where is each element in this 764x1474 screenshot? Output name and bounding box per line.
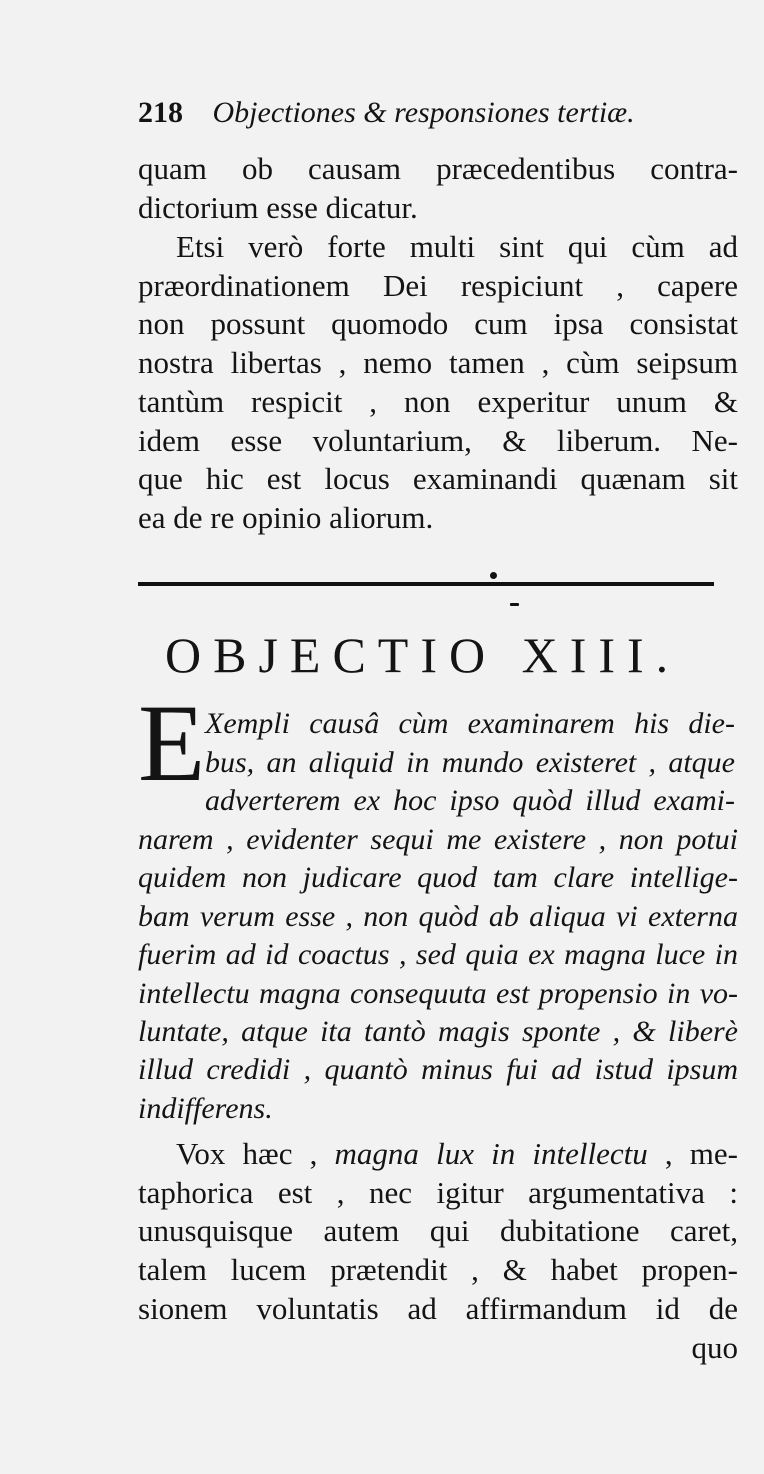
text-line: Xempli causâ cùm examinarem his die- — [205, 707, 735, 740]
text-line: idem esse voluntarium, & liberum. Ne- — [138, 422, 738, 458]
text-line: ea de re opinio aliorum. — [138, 499, 434, 535]
text-line: dictorium esse dicatur. — [138, 189, 418, 225]
text-line: illud credidi , quantò minus fui ad istud ipsum — [138, 1053, 738, 1087]
text-line: non possunt quomodo cum ipsa consistat — [138, 306, 738, 342]
catchword: quo — [691, 1329, 738, 1365]
divider-dot — [490, 572, 497, 579]
divider-dash — [510, 603, 519, 606]
text-line: indifferens. — [138, 1091, 273, 1125]
text-line: nostra libertas , nemo tamen , cùm seipsum — [138, 345, 738, 381]
text-line: præordinationem Dei respiciunt , capere — [138, 267, 738, 303]
text-line: Etsi verò forte multi sint qui cùm ad — [176, 229, 738, 264]
text-line: luntate, atque ita tantò magis sponte , & liberè — [138, 1015, 738, 1049]
text-line: fuerim ad id coactus , sed quia ex magna luce in — [138, 938, 738, 972]
paragraph-response — [138, 1135, 738, 1367]
objection-opening-lines — [205, 705, 735, 821]
text-line: narem , evidenter sequi me existere , non potui — [138, 823, 738, 856]
paragraph-continuation — [138, 150, 738, 227]
text-line: taphorica est , nec igitur argumentativa : — [138, 1174, 738, 1210]
text-line: sionem voluntatis ad affirmandum id de — [138, 1290, 738, 1326]
text-line: quam ob causam præcedentibus contra- — [138, 151, 738, 186]
text-line: bam verum esse , non quòd ab aliqua vi externa — [138, 899, 738, 933]
running-title: Objectiones & responsiones tertiæ. — [212, 96, 635, 129]
text-line: quidem non judicare quod tam clare intellige- — [138, 861, 738, 895]
text-line — [138, 1135, 738, 1174]
text-line: talem lucem prætendit , & habet propen- — [138, 1252, 738, 1288]
section-divider — [138, 582, 714, 586]
text-fragment: Vox hæc , — [176, 1136, 335, 1171]
text-line: intellectu magna consequuta est propensio in vo- — [138, 976, 738, 1010]
text-fragment: , me- — [647, 1136, 738, 1171]
paragraph-reply — [138, 228, 738, 538]
running-header — [138, 96, 738, 136]
text-line: adverterem ex hoc ipso quòd illud exami- — [205, 784, 735, 818]
section-heading: OBJECTIO XIII. — [165, 627, 681, 683]
text-line: bus, an aliquid in mundo existeret , atque — [205, 745, 735, 779]
italic-phrase: magna lux in intellectu — [334, 1136, 648, 1171]
text-line: que hic est locus examinandi quænam sit — [138, 461, 738, 497]
text-line: unusquisque autem qui dubitatione caret, — [138, 1213, 738, 1249]
page-number: 218 — [138, 96, 183, 129]
objection-text — [138, 821, 738, 1128]
text-line: tantùm respicit , non experitur unum & — [138, 383, 738, 419]
drop-cap: E — [138, 682, 206, 804]
